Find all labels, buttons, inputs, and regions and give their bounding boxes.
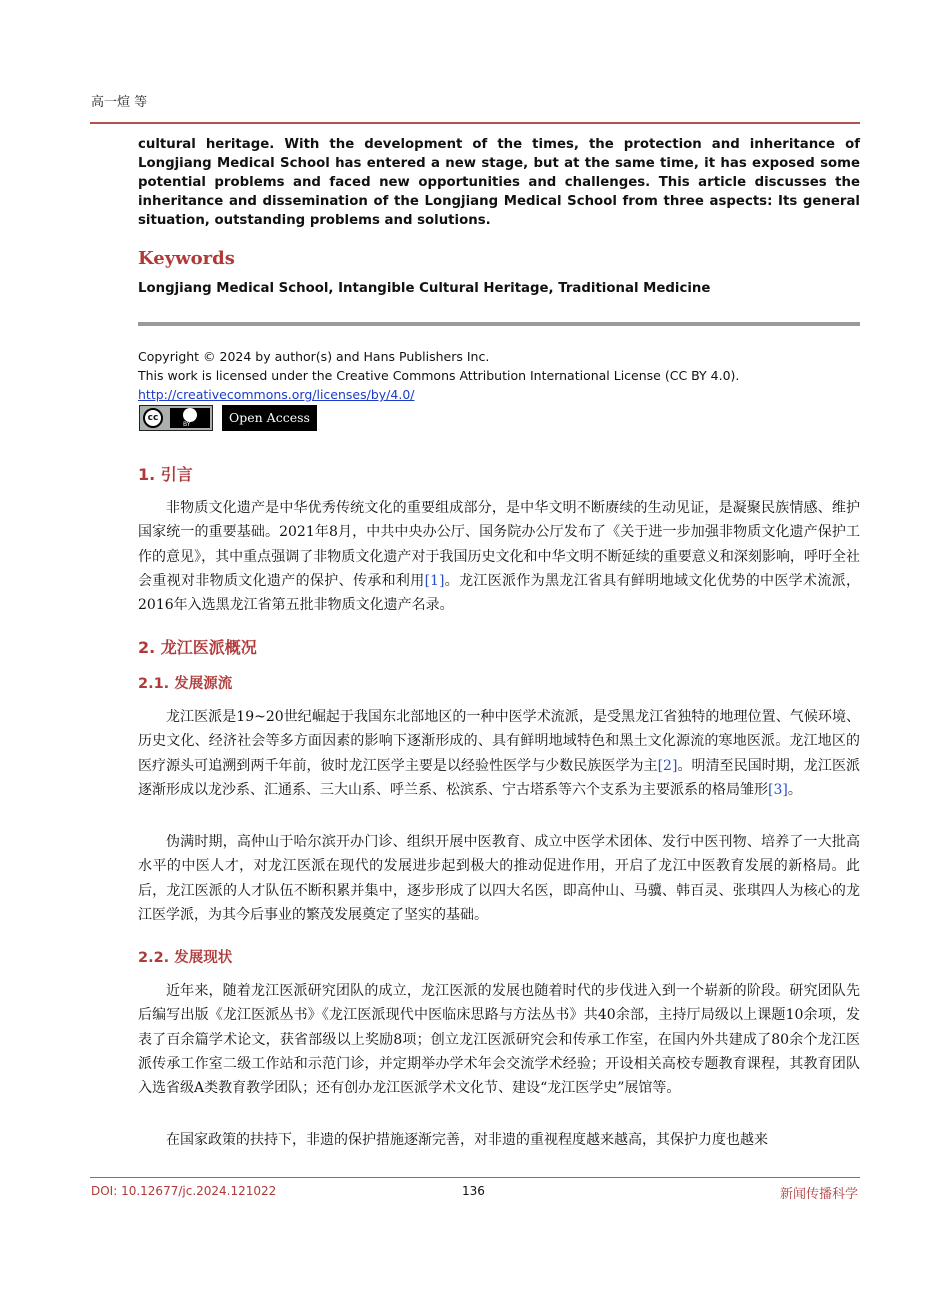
copyright-block: [138, 347, 739, 404]
para-text: 龙江医派是19~20世纪崛起于我国东北部地区的一种中医学术流派，是受黑龙江省独特的地理位置、气候环境、历史文化、经济社会等多方面因素的影响下逐渐形成的、具有鲜明地域特色和黑土文化源流的寒地医派。龙江地区的医疗源头可追溯到两千年前，彼时龙江医学主要是以经验性医学与少数民族医学为主: [138, 709, 860, 774]
header-rule: [90, 122, 860, 124]
keywords-heading: Keywords: [138, 248, 235, 269]
license-badges: [139, 405, 317, 431]
copyright-line: Copyright © 2024 by author(s) and Hans Publishers Inc.: [138, 349, 490, 364]
citation-link[interactable]: [2]: [657, 757, 678, 774]
para-text: 非物质文化遗产是中华优秀传统文化的重要组成部分，是中华文明不断赓续的生动见证，是凝聚民族情感、维护国家统一的重要基础。2021年8月，中共中央办公厅、国务院办公厅发布了《关于进一步加强非物质文化遗产保护工作的意见》，其中重点强调了非物质文化遗产对于我国历史文化和中华文明不断延续的重要意义和深刻影响，呼吁全社会重视对非物质文化遗产的保护、传承和利用: [138, 500, 860, 589]
keywords-rule: [138, 322, 860, 326]
section-1-title: 1. 引言: [138, 465, 193, 484]
para-text: 。明清至民国时期，龙江医派逐渐形成以龙沙系、汇通系、三大山系、呼兰系、松滨系、宁古塔系等六个支系为主要派系的格局雏形: [138, 757, 860, 798]
section-2-title: 2. 龙江医派概况: [138, 638, 257, 657]
citation-link[interactable]: [1]: [424, 572, 445, 589]
abstract-text: cultural heritage. With the development of the times, the protection and inheritance of Longjiang Medical School has entered a new stage, but at the same time, it has exposed some potential problems and faced new opportunities and challenges. This article discusses the inheritance and dissemination of the Longjiang Medical School from three aspects: Its general situation, outstanding problems and solutions.: [138, 137, 860, 228]
section-2-2-paragraph-2: 在国家政策的扶持下，非遗的保护措施逐渐完善，对非遗的重视程度越来越高，其保护力度也越来: [166, 1132, 768, 1148]
section-2-2-title: 2.2. 发展现状: [138, 950, 233, 966]
section-2-1-paragraph-2: 伪满时期，高仲山于哈尔滨开办门诊、组织开展中医教育、成立中医学术团体、发行中医刊物、培养了一大批高水平的中医人才，对龙江医派在现代的发展进步起到极大的推动促进作用，开启了龙江中医教育发展的新格局。此后，龙江医派的人才队伍不断积累并集中，逐步形成了以四大名医，即高仲山、马骥、韩百灵、张琪四人为核心的龙江医学派，为其今后事业的繁茂发展奠定了坚实的基础。: [138, 834, 860, 923]
section-2-1-title: 2.1. 发展源流: [138, 676, 233, 692]
license-line: This work is licensed under the Creative Commons Attribution International License (CC BY 4.0).: [138, 368, 740, 383]
cc-icon: cc: [143, 408, 163, 428]
citation-link[interactable]: [3]: [768, 781, 788, 798]
running-header-author: 高一煊 等: [91, 95, 148, 110]
by-label: BY: [183, 421, 191, 428]
para-text: 。龙江医派作为黑龙江省具有鲜明地域文化优势的中医学术流派，2016年入选黑龙江省第五批非物质文化遗产名录。: [138, 572, 860, 614]
footer-journal-name: 新闻传播科学: [779, 1187, 858, 1202]
open-access-badge[interactable]: Open Access: [222, 405, 317, 431]
section-1-paragraph: [138, 496, 860, 617]
footer-page-number: 136: [462, 1184, 485, 1198]
person-icon: [183, 408, 197, 422]
keywords-text: Longjiang Medical School, Intangible Cultural Heritage, Traditional Medicine: [138, 281, 711, 296]
footer-rule: [90, 1177, 860, 1178]
footer-doi: DOI: 10.12677/jc.2024.121022: [91, 1184, 277, 1198]
para-text: 。: [787, 781, 802, 798]
license-link[interactable]: http://creativecommons.org/licenses/by/4.0/: [138, 387, 415, 402]
section-2-2-paragraph-1: 近年来，随着龙江医派研究团队的成立，龙江医派的发展也随着时代的步伐进入到一个崭新的阶段。研究团队先后编写出版《龙江医派丛书》《龙江医派现代中医临床思路与方法丛书》共40余部，主持厅局级以上课题10余项，发表了百余篇学术论文，获省部级以上奖励8项；创立龙江医派研究会和传承工作室，在国内外共建成了80余个龙江医派传承工作室二级工作站和示范门诊，并定期举办学术年会交流学术经验；开设相关高校专题教育课程，其教育团队入选省级A类教育教学团队；还有创办龙江医派学术文化节、建设“龙江医学史”展馆等。: [138, 983, 860, 1097]
section-2-1-paragraph-1: [138, 705, 860, 802]
cc-by-badge[interactable]: [139, 405, 213, 431]
